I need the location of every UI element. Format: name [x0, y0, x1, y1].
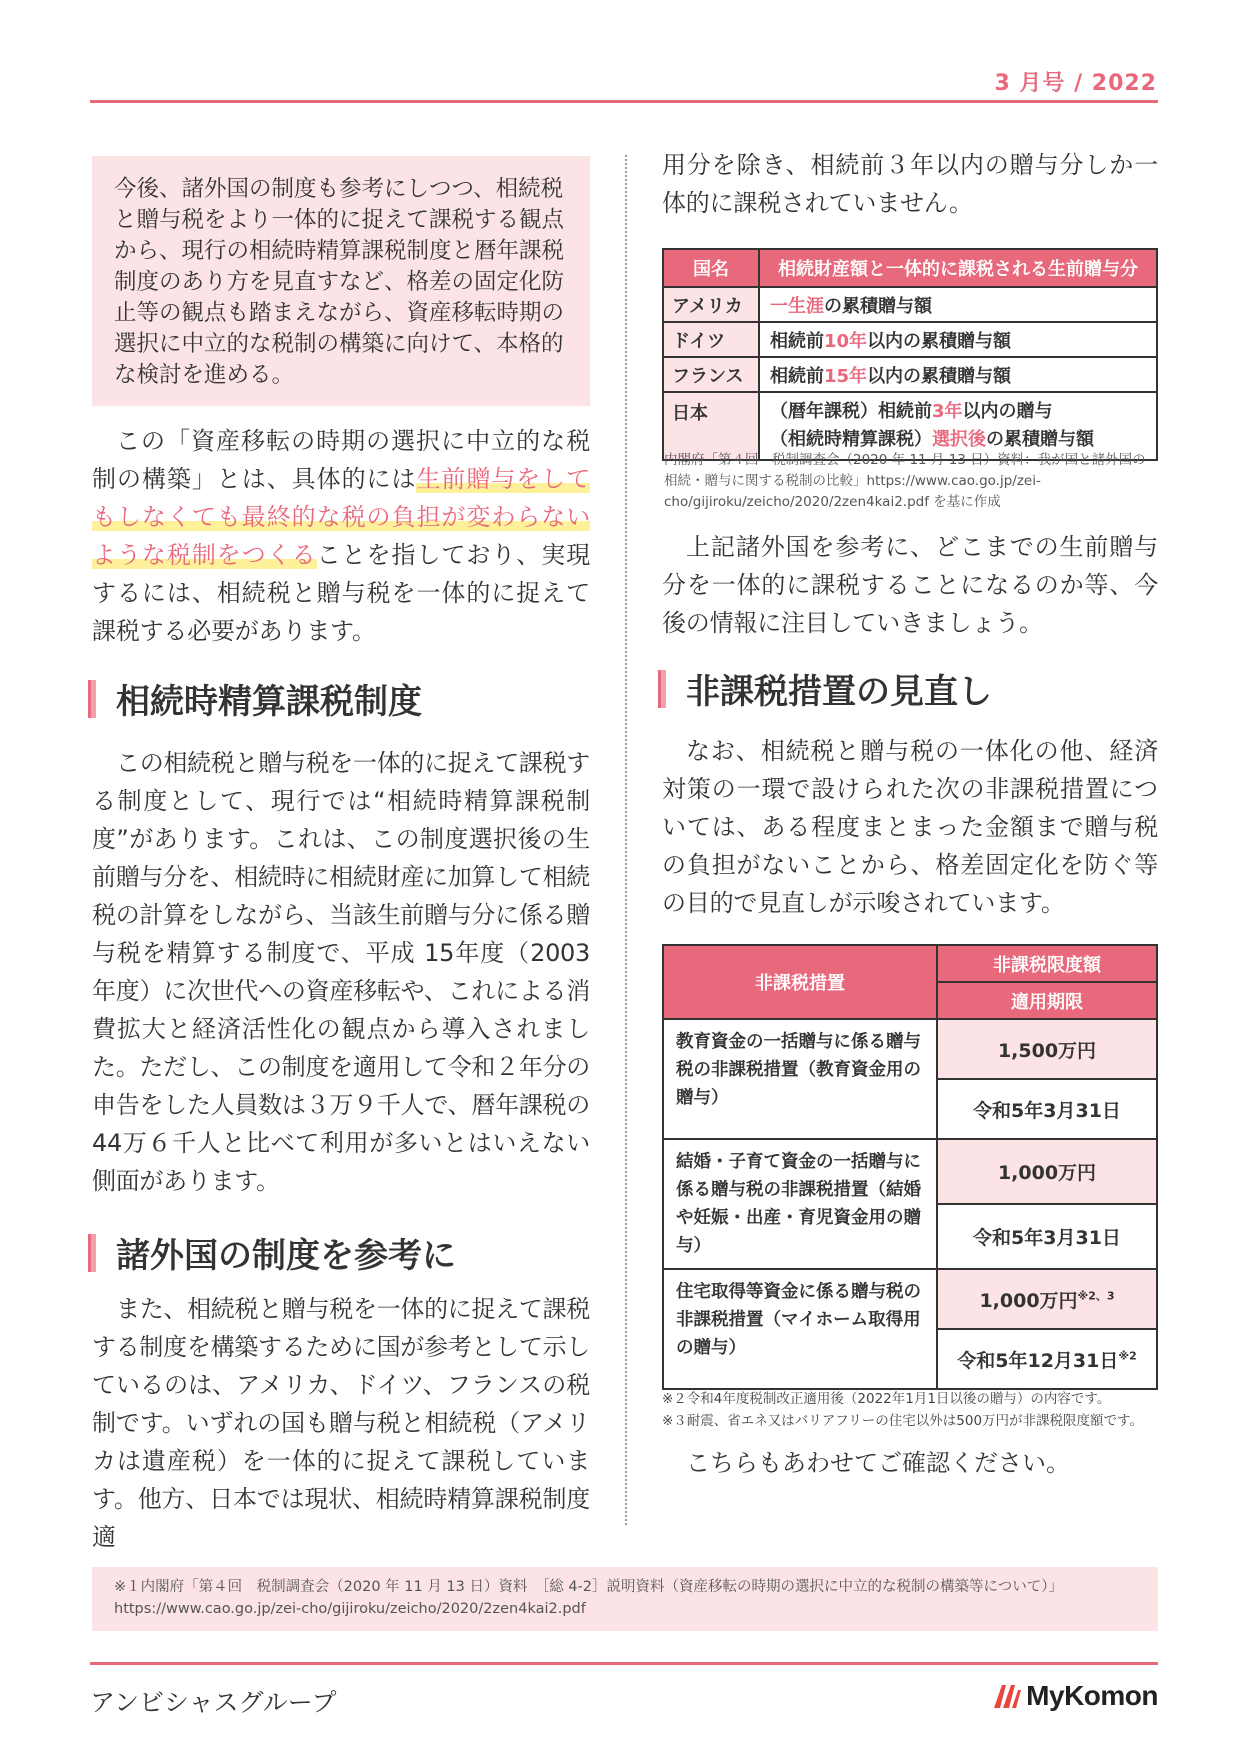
t1-japan-line2: （相続時精算課税）選択後の累積贈与額 — [770, 429, 1094, 450]
heading-hikazei — [658, 664, 992, 713]
t1-post: の累積贈与額 — [824, 295, 932, 317]
t1-em: 一生涯 — [770, 295, 824, 317]
t2-header-period: 適用期限 — [937, 982, 1157, 1019]
t1-post: 以内の累積贈与額 — [867, 365, 1012, 387]
left-p1-text-a: この「資産移転の時期の選択に中立的な税制の構築」とは、具体的には — [92, 427, 590, 493]
t1-pre: 相続前 — [770, 365, 824, 387]
t2-note-1: ※２令和4年度税制改正適用後（2022年1月1日以後の贈与）の内容です。 — [662, 1391, 1111, 1407]
t1-pre: 相続前 — [770, 330, 824, 352]
right-paragraph-2 — [662, 528, 1158, 642]
t1-post: 以内の累積贈与額 — [867, 330, 1012, 352]
t1-header-country: 国名 — [663, 249, 759, 287]
t2-header-measure: 非課税措置 — [663, 945, 937, 1019]
issue-label: 3 月号 / 2022 — [994, 71, 1157, 96]
heading-foreign-text: 諸外国の制度を参考に — [116, 1236, 456, 1276]
right-p2-text: 上記諸外国を参考に、どこまでの生前贈与分を一体的に課税することになるのか等、今後の情報に注目していきましょう。 — [662, 533, 1158, 637]
right-p4-text: こちらもあわせてご確認ください。 — [686, 1449, 1070, 1477]
t1-content — [759, 287, 1157, 322]
footnote-line-1: ※１内閣府「第４回 税制調査会（2020 年 11 月 13 日）資料 ［総 4-2］説明資料（資産移転の時期の選択に中立的な税制の構築等について）」 — [114, 1579, 1063, 1595]
t1-country: ドイツ — [663, 322, 759, 357]
t2-limit: 1,000万円 — [937, 1139, 1157, 1204]
table-row — [663, 287, 1157, 322]
t1-country: アメリカ — [663, 287, 759, 322]
company-name: アンビシャスグループ — [90, 1688, 337, 1717]
left-paragraph-2 — [92, 744, 590, 1200]
t1-japan-line1: （暦年課税）相続前3年以内の贈与 — [770, 401, 1053, 422]
quote-text: 今後、諸外国の制度も参考にしつつ、相続税と贈与税をより一体的に捉えて課税する観点から、現行の相続時精算課税制度と暦年課税制度のあり方を見直すなど、格差の固定化防止等の観点も踏まえながら、資産移転時期の選択に中立的な税制の構築に向けて、本格的な検討を進める。 — [114, 176, 565, 388]
left-paragraph-1 — [92, 422, 590, 650]
t2-measure: 結婚・子育て資金の一括贈与に係る贈与税の非課税措置（結婚や妊娠・出産・育児資金用の贈与） — [663, 1139, 937, 1269]
right-paragraph-4 — [662, 1444, 1158, 1482]
t1-header-content: 相続財産額と一体的に課税される生前贈与分 — [759, 249, 1157, 287]
table-row — [663, 357, 1157, 392]
heading-bar — [88, 680, 96, 718]
t2-measure: 住宅取得等資金に係る贈与税の非課税措置（マイホーム取得用の贈与） — [663, 1269, 937, 1389]
t2-limit: 1,000万円$^{※2、3}$ — [937, 1269, 1157, 1329]
left-paragraph-3 — [92, 1290, 590, 1556]
t1-em: 15年 — [824, 365, 868, 387]
bottom-divider — [90, 1662, 1158, 1665]
table-row — [663, 1139, 1157, 1204]
right-paragraph-1 — [662, 146, 1158, 222]
heading-bar — [88, 1234, 96, 1272]
mykomon-logo — [992, 1680, 1158, 1712]
t2-note-2: ※３耐震、省エネ又はバリアフリーの住宅以外は500万円が非課税限度額です。 — [662, 1413, 1143, 1429]
left-p2-text: この相続税と贈与税を一体的に捉えて課税する制度として、現行では“相続時精算課税制度”があります。これは、この制度選択後の生前贈与分を、相続時に相続財産に加算して相続税の計算をしながら、当該生前贈与分に係る贈与税を精算する制度で、平成 15年度（2003年度）に次世代への資産移転や、これによる消費拡大と経済活性化の観点から導入されました。ただし、この制度を適用して令和２年分の申告をした人員数は３万９千人で、暦年課税の44万６千人と比べて利用が多いとはいえない側面があります。 — [92, 749, 590, 1195]
table-row — [663, 1019, 1157, 1079]
t1-content — [759, 357, 1157, 392]
exemption-table — [662, 944, 1158, 1390]
heading-foreign — [88, 1228, 456, 1277]
right-p3-text: なお、相続税と贈与税の一体化の他、経済対策の一環で設けられた次の非課税措置については、ある程度まとまった金額まで贈与税の負担がないことから、格差固定化を防ぐ等の目的で見直しが示唆されています。 — [662, 737, 1158, 917]
t1-source-note: 内閣府「第４回 税制調査会（2020 年 11 月 13 日）資料：我が国と諸外国の相続・贈与に関する税制の比較」https://www.cao.go.jp/zei-cho/gijiroku/zeicho/2020/2zen4kai2.pdf を基に作成 — [664, 452, 1146, 510]
t1-content — [759, 322, 1157, 357]
t2-measure: 教育資金の一括贈与に係る贈与税の非課税措置（教育資金用の贈与） — [663, 1019, 937, 1139]
footnote-box — [92, 1567, 1158, 1631]
heading-hikazei-text: 非課税措置の見直し — [686, 672, 992, 712]
t1-country: フランス — [663, 357, 759, 392]
left-p1-highlight: 生前贈与をしてもしなくても最終的な税の負担が変わらないような税制をつくる — [92, 465, 590, 569]
logo-text: MyKomon — [1026, 1680, 1158, 1711]
quote-box — [92, 156, 590, 406]
t1-country: 日本 — [663, 392, 759, 460]
heading-bar — [658, 670, 666, 708]
heading-seisan — [88, 674, 422, 723]
right-p1-text: 用分を除き、相続前３年以内の贈与分しか一体的に課税されていません。 — [662, 151, 1158, 217]
table-row — [663, 1269, 1157, 1329]
left-p3-text: また、相続税と贈与税を一体的に捉えて課税する制度を構築するために国が参考として示しているのは、アメリカ、ドイツ、フランスの税制です。いずれの国も贈与税と相続税（アメリカは遺産税）を一体的に捉えて課税しています。他方、日本では現状、相続時精算課税制度適 — [92, 1295, 590, 1551]
t2-period: 令和5年12月31日$^{※2}$ — [937, 1329, 1157, 1389]
column-divider — [625, 155, 627, 1525]
heading-seisan-text: 相続時精算課税制度 — [116, 682, 422, 722]
table-row — [663, 322, 1157, 357]
t1-em: 10年 — [824, 330, 868, 352]
right-paragraph-3 — [662, 732, 1158, 922]
t2-period: 令和5年3月31日 — [937, 1079, 1157, 1139]
left-p1-text-b: ことを指しており、実現するには、相続税と贈与税を一体的に捉えて課税する必要があります。 — [92, 541, 590, 645]
foreign-tax-table — [662, 248, 1158, 461]
footnote-link[interactable]: https://www.cao.go.jp/zei-cho/gijiroku/zeicho/2020/2zen4kai2.pdf — [114, 1601, 586, 1617]
t2-period: 令和5年3月31日 — [937, 1204, 1157, 1269]
t2-notes — [662, 1388, 1182, 1432]
t2-header-limit: 非課税限度額 — [937, 945, 1157, 982]
logo-mark-icon — [992, 1682, 1022, 1710]
top-divider — [90, 100, 1158, 103]
t2-limit: 1,500万円 — [937, 1019, 1157, 1079]
